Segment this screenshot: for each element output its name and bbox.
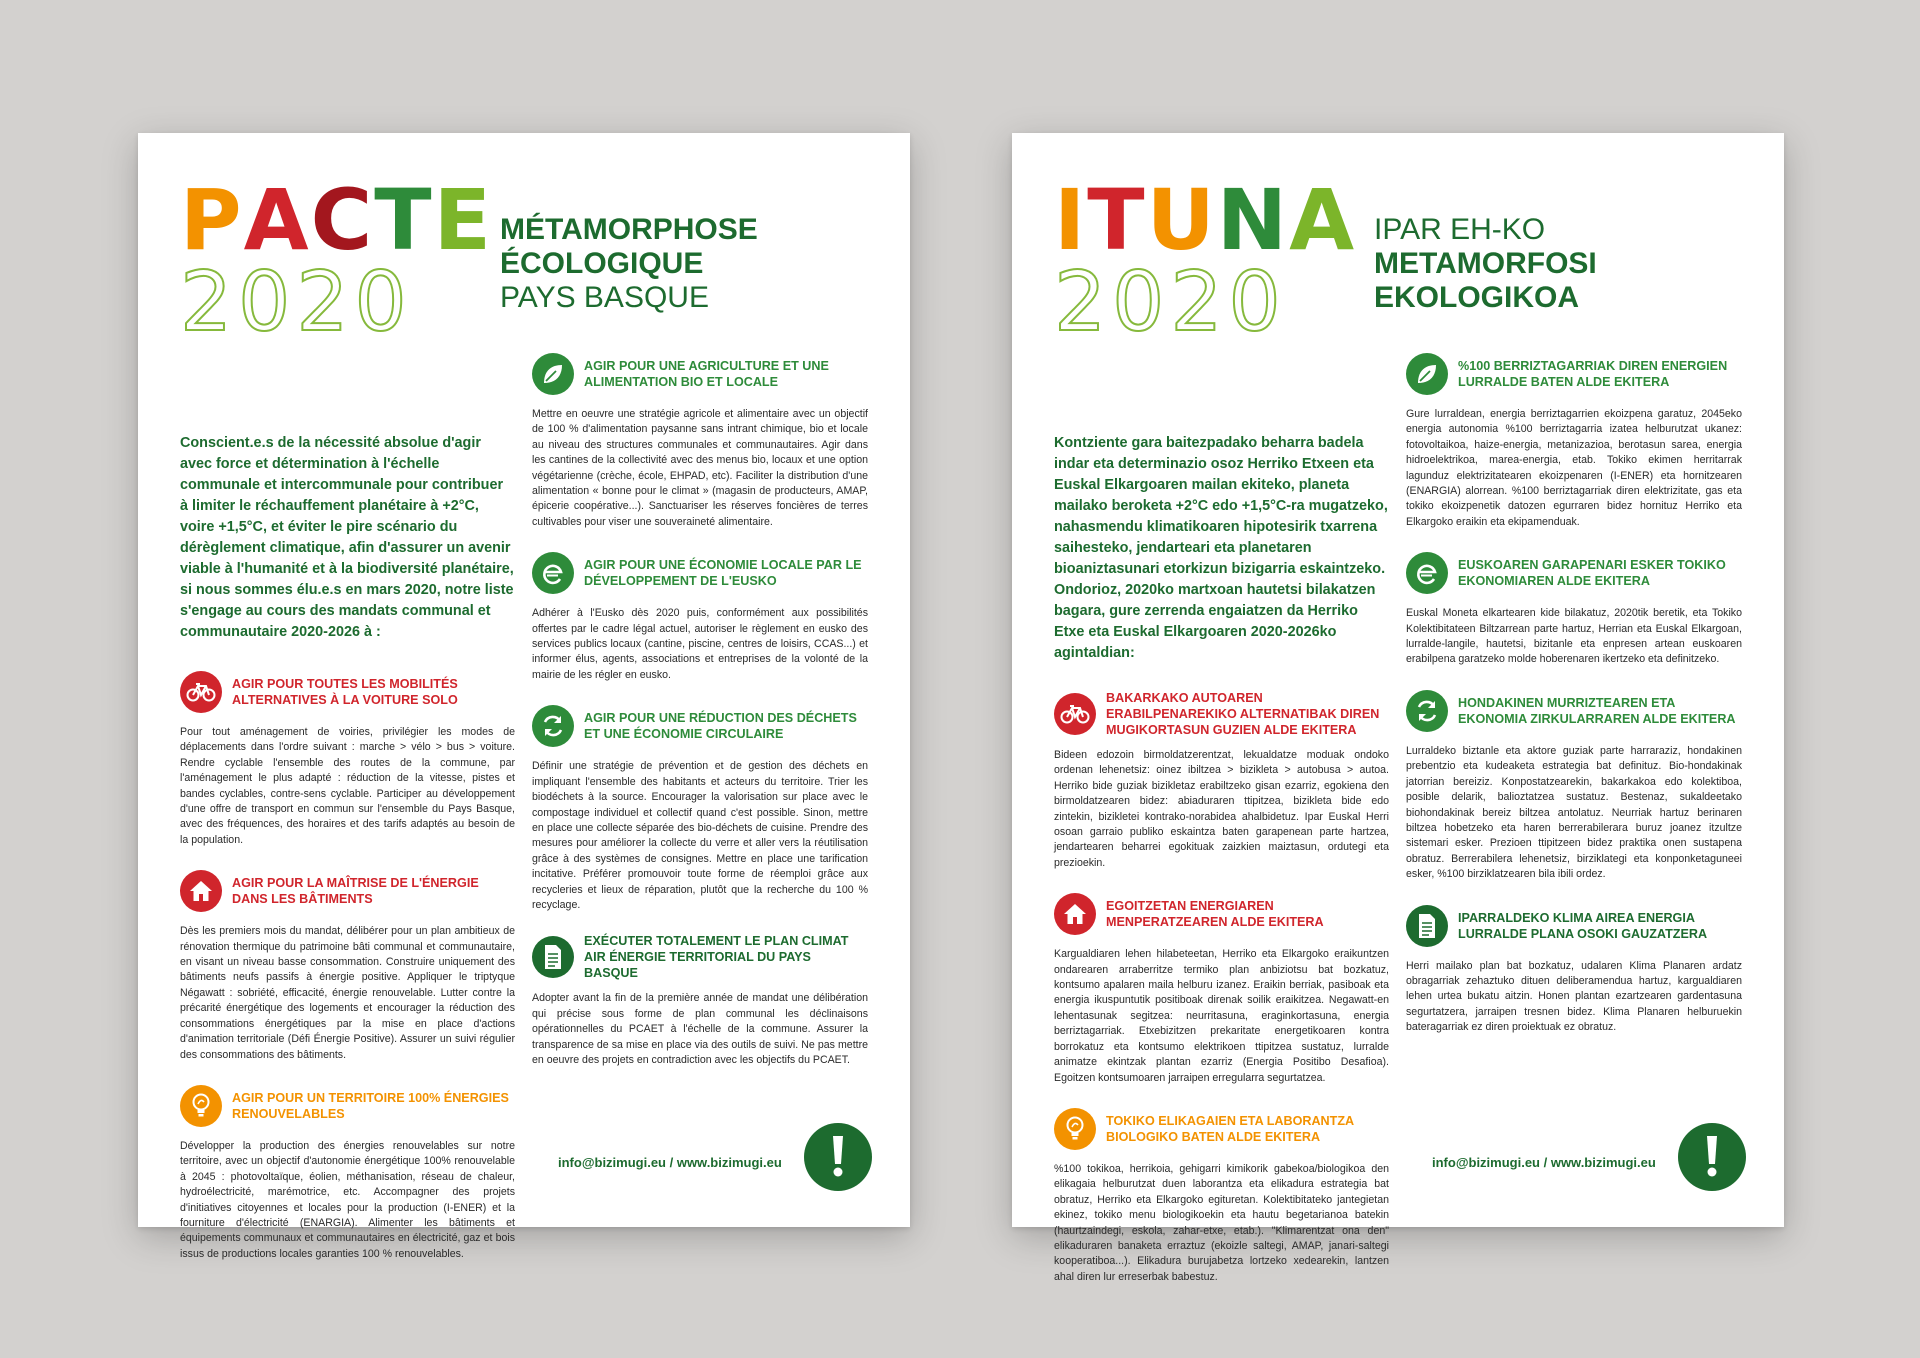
ituna-logo: [1054, 171, 1357, 350]
section-eusko: [1406, 550, 1742, 668]
bicycle-icon: [180, 671, 222, 713]
logo-letter: T: [1087, 171, 1147, 269]
section-title: EXÉCUTER TOTALEMENT LE PLAN CLIMAT AIR ÉNERGIE TERRITORIAL DU PAYS BASQUE: [584, 934, 849, 981]
section-pcaet: [532, 933, 868, 1068]
section-body: Herri mailako plan bat bozkatuz, udalaren Klima Planaren ardatz obragarriak zehaztuko dituen deliberamendua hartuz, kargualdiaren lehen urtea bukatu aitzin. Honen plantan ezartzearen gardentasuna segurtatzera, jarraipen tresnen bidez. Klima Planaren helburuekin bateragarriak ez diren proiektuak ez obratuz.: [1406, 959, 1742, 1034]
section-title: IPARRALDEKO KLIMA AIREA ENERGIA LURRALDE PLANA OSOKI GAUZATZERA: [1458, 910, 1708, 941]
logo-letter: A: [243, 171, 311, 269]
logo-year: 2020: [180, 255, 413, 350]
section-title: AGIR POUR TOUTES LES MOBILITÉS ALTERNATIVES À LA VOITURE SOLO: [232, 677, 458, 707]
section-renewables: [1406, 351, 1742, 530]
leaf-icon: [532, 353, 574, 395]
eusko-icon: [532, 552, 574, 594]
tagline-line: ÉCOLOGIQUE: [500, 247, 704, 280]
tagline-line: EKOLOGIKOA: [1374, 281, 1580, 314]
left-column: [180, 433, 515, 1282]
section-body: Mettre en oeuvre une stratégie agricole et alimentaire avec un objectif de 100 % d'alimentation paysanne sans intrant chimique, bio et locale au niveau des structures communales et communautaires. Agir dans les cantines de la collectivité avec des menus bio, locaux et une option végétarienne (crèche, école, EHPAD, etc). Faciliter la distribution d'une alimentation « bonne pour le climat » (magasin de producteurs, AMAP, épicerie coopérative...). Sanctuariser les réserves foncières de terres cultivables pour viser une souveraineté alimentaire.: [532, 408, 868, 528]
section-body: Gure lurraldean, energia berriztagarrien ekoizpena garatuz, 2045eko energia autonomia %100 berriztagarria izatea helburutzat ukanez: fotovoltaikoa, haize-energia, metanizazioa, berotasun sarea, energia hidroelektrikoa, marea-energia, etab. Tokiko ekimen herritarrak lagunduz elektrizitatearen ekoizpenaren (I-ENER) eta hornitzearen (ENARGIA) alorrean. %100 berriztagarriak diren elektrizitate, gas eta tokiko ekoizpenetik datozen egurraren bidez hornituz Herriko eta Elkargoko eraikin eta ekipamenduak.: [1406, 408, 1742, 528]
document-icon: [1406, 905, 1448, 947]
intro-paragraph: [180, 433, 515, 643]
logo-letter: N: [1216, 171, 1290, 269]
tagline: [1374, 213, 1597, 315]
logo-letter: E: [433, 171, 493, 269]
exclamation-icon: [1678, 1123, 1746, 1191]
section-body: %100 tokikoa, herrikoia, gehigarri kimikorik gabekoa/biologikoa den elikagaia helburutzat duen laborantza eta elikadura estrategia bat obratuz, Herriko eta Elkargoko egituretan. Kolektibitateko jantegietan ekinez, tokiko menu biologikoekin eta hautu begetarianoa batekin (haurtzaindegi, eskola, zahar-etxe, etab.). "Klimarentzat ona den" elikaduraren banaketa erraztuz (ekoizle saltegi, AMAP, janari-saltegi kooperatiboa...). Elikadura burujabetza lortzeko xedearekin, lantzen ahal diren lur erreserbak babestuz.: [1054, 1162, 1389, 1283]
section-title: AGIR POUR UNE AGRICULTURE ET UNE ALIMENTATION BIO ET LOCALE: [584, 359, 829, 389]
right-column: [1406, 351, 1742, 1056]
section-waste: [1406, 688, 1742, 883]
section-body: Bideen edozoin birmoldatzerentzat, lekualdatze moduak ondoko ordenan lehenetsiz: oinez ibiltzea > bizikleta > autobusa > autoa. Herriko bide guziak bizikletaz erabiltzeko gisan ezarriz, egokiena den birmoldatzearen bidez: abiaduraren ttipitzea, bizikleta bide edo zintekin, bizikletei kontrako-norabidea ahalbidetuz. Ipar Euskal Herri osoan garraio publiko eskaintza baten garapenean parte hartzea, jendartearen beharrei egokituak zaizkien maiztasun, ordutegi eta prezioekin.: [1054, 749, 1389, 869]
contact-footer: info@bizimugi.eu / www.bizimugi.eu: [558, 1155, 782, 1170]
flyer-page-french: [138, 133, 910, 1260]
intro-paragraph: Kontziente gara baitezpadako beharra badela indar eta determinazio osoz Herriko Etxeen eta Euskal Elkargoaren mailan ekiteko, planeta mailako beroketa +2°C edo +1,5°C-ra mugatzeko, nahasmendu klimatikoaren hipotesirik txarrena saihesteko, jendarteari eta planetaren bioaniztasunari etorkizun bizigarria eskaintzeko. Ondorioz, 2020ko martxoan hautetsi bilakatzen bagara, gure zerrenda engaiatzen da Herriko Etxe eta Euskal Elkargoaren 2020-2026ko agintaldian:: [1054, 435, 1388, 661]
logo-letter: I: [1054, 171, 1088, 269]
section-body: Adhérer à l'Eusko dès 2020 puis, conformément aux possibilités offertes par le cadre légal actuel, autoriser le règlement en eusko des services publics locaux (cantine, piscine, centres de loisirs, CCAS...) et informer élus, agents, associations et entreprises de la volonté de la mairie de les régler en eusko.: [532, 607, 868, 681]
section-body: Pour tout aménagement de voiries, privilégier les modes de déplacements dans l'ordre suivant : marche > vélo > bus > voiture. Rendre cyclable l'ensemble des routes de la commune, par l'aménagement le plus adapté : réduction de la vitesse, pistes et bandes cyclables, contre-sens cyclable. Participer au développement d'une offre de transport en commun sur l'ensemble du Pays Basque, avec des fréquences, des horaires et des tarifs adaptés au besoin de la population.: [180, 726, 515, 846]
right-column: [532, 351, 868, 1088]
section-body: Définir une stratégie de prévention et de gestion des déchets en impliquant l'ensemble des habitants et acteurs du territoire. Trier les biodéchets à la source. Encourager la valorisation sur place avec le compostage individuel et collectif quand c'est possible. Sinon, mettre en place une collecte séparée des bio-déchets de cuisine. Prendre des mesures pour améliorer la collecte du verre et aller vers la réutilisation grâce à des systèmes de consignes. Mettre en place une tarification incitative. Préférer promouvoir toute forme de réemploi grâce aux recycleries et lieux de réparation, plutôt que la recherche du 100 % recyclage.: [532, 760, 868, 911]
section-mobility: [1054, 690, 1389, 871]
pacte-logo: [180, 171, 493, 350]
logo-letter: P: [180, 171, 244, 269]
lightbulb-icon: [180, 1085, 222, 1127]
lightbulb-icon: [1054, 1108, 1096, 1150]
section-body: Euskal Moneta elkartearen kide bilakatuz, 2020tik beretik, eta Tokiko Kolektibitateen Biltzarrean parte hartuz, Herrian eta Euskal Elkargoan, lurralde-langile, hautetsi, bizitanle eta enpresen artean euskoaren erabilpena garatzeko molde hoberenaren ikertzeko eta definitzeko.: [1406, 607, 1742, 666]
section-climate-plan: [1406, 903, 1742, 1036]
logo-letter: A: [1289, 171, 1357, 269]
exclamation-icon: [804, 1123, 872, 1191]
recycle-icon: [532, 705, 574, 747]
section-body: Lurraldeko biztanle eta aktore guziak parte harraraziz, hondakinen prebentzio eta kudeaketa estrategia bat definituz. Bio-hondakinak jatorrian bereiziz. Konpostatzearekin, bakarkakoa edo kolektiboa, posible delarik, balioztatzea sustatuz. Bestenaz, sukaldeetako biohondakinak bereiz biltzea antolatuz. Neurriak hartuz berinaren biltzea hobetzeko eta haren berrerabilerara buruz joanez itzultze sistemari esker. Prezioen ttipitzeen bidez praktika onen sustapena obratuz. Berrerabilera lehenetsiz, birziklategi eta konponketaguneei esker, %100 birziklatzearen bila ibili ordez.: [1406, 744, 1742, 881]
section-agriculture: [532, 351, 868, 530]
tagline-line: METAMORFOSI: [1374, 247, 1597, 280]
section-title: BAKARKAKO AUTOAREN ERABILPENAREKIKO ALTERNATIBAK DIREN MUGIKORTASUN GUZIEN ALDE EKITERA: [1106, 691, 1380, 737]
section-title: HONDAKINEN MURRIZTEAREN ETA EKONOMIA ZIRKULARRAREN ALDE EKITERA: [1458, 695, 1736, 726]
tagline-line: PAYS BASQUE: [500, 281, 709, 314]
section-energy-buildings: [1054, 891, 1389, 1086]
section-energy-buildings: [180, 868, 515, 1063]
section-renewables: [180, 1083, 515, 1262]
section-title: TOKIKO ELIKAGAIEN ETA LABORANTZA BIOLOGIKO BATEN ALDE EKITERA: [1106, 1113, 1354, 1144]
house-icon: [180, 870, 222, 912]
intro-commitment: notre liste s'engage au cours des mandats communal et communautaire 2020-2026 à :: [180, 582, 514, 640]
logo-letter: T: [374, 171, 434, 269]
section-eusko: [532, 550, 868, 683]
tagline: [500, 213, 758, 315]
left-column: [1054, 433, 1389, 1305]
section-body: Développer la production des énergies renouvelables sur notre territoire, avec un objectif d'autonomie énergétique 100% renouvelable à 2045 : photovoltaïque, éolien, méthanisation, réseau de chaleur, hydroélectricité, marémotrice, etc. Accompagner des projets d'initiatives citoyennes et locales pour la production (I-ENER) et la fourniture d'électricité (ENARGIA). Alimenter les bâtiments et équipements communaux et communautaires en électricité, gaz et bois issus de productions locales garanties 100 % renouvelables.: [180, 1139, 515, 1260]
section-local-food: [1054, 1106, 1389, 1285]
flyer-page-basque: [1012, 133, 1784, 1283]
bicycle-icon: [1054, 693, 1096, 735]
section-title: AGIR POUR UNE RÉDUCTION DES DÉCHETS ET UNE ÉCONOMIE CIRCULAIRE: [584, 711, 857, 742]
logo-year: 2020: [1054, 255, 1287, 350]
tagline-line: IPAR EH-KO: [1374, 213, 1546, 246]
contact-footer: info@bizimugi.eu / www.bizimugi.eu: [1432, 1155, 1656, 1170]
section-body: Dès les premiers mois du mandat, délibérer pour un plan ambitieux de rénovation thermique du patrimoine bâti communal et communautaire, en visant un niveau basse consommation. Construire uniquement des bâtiments neufs passifs à énergie positive. Appliquer le triptyque Négawatt : sobriété, efficacité, énergie renouvelable. Lutter contre la précarité énergétique des logements et encourager la réduction des consommations énergétiques par la mise en place d'actions d'animation territoriale (Défi Énergie Positive). Assurer un suivi régulier des consommations des bâtiments.: [180, 925, 515, 1061]
section-title: AGIR POUR UNE ÉCONOMIE LOCALE PAR LE DÉVELOPPEMENT DE L'EUSKO: [584, 558, 862, 589]
section-title: EUSKOAREN GARAPENARI ESKER TOKIKO EKONOMIAREN ALDE EKITERA: [1458, 558, 1726, 589]
logo-letter: C: [310, 171, 375, 269]
house-icon: [1054, 893, 1096, 935]
tagline-line: MÉTAMORPHOSE: [500, 213, 758, 246]
section-title: AGIR POUR UN TERRITOIRE 100% ÉNERGIES RENOUVELABLES: [232, 1090, 509, 1121]
recycle-icon: [1406, 690, 1448, 732]
section-waste: [532, 703, 868, 913]
leaf-icon: [1406, 353, 1448, 395]
document-icon: [532, 936, 574, 978]
section-mobility: [180, 669, 515, 848]
section-title: EGOITZETAN ENERGIAREN MENPERATZEAREN ALDE EKITERA: [1106, 899, 1324, 930]
section-body: Adopter avant la fin de la première année de mandat une délibération qui précise sous forme de plan communal les déclinaisons opérationnelles du PCAET à l'échelle de la commune. Assurer la transparence de sa mise en place via des outils de suivi. Ne pas mettre en oeuvre des projets en contradiction avec les objectifs du PCAET.: [532, 992, 868, 1066]
eusko-icon: [1406, 552, 1448, 594]
intro-lead: Conscient.e.s de la nécessité absolue d'agir avec force et détermination à l'échelle communale et intercommunale pour contribuer à limiter le réchauffement planétaire à +2°C, voire +1,5°C, et éviter le pire scénario du dérèglement climatique, afin d'assurer un avenir viable à l'humanité et à la biodiversité planétaire, si nous sommes élu.e.s en mars 2020,: [180, 435, 514, 598]
section-body: Kargualdiaren lehen hilabeteetan, Herriko eta Elkargoko eraikuntzen ondarearen arraberritze termiko plan anbiziotsu bat bozkatuz, kontsumo apalaren maila helburu izanez. Eraikin berriak, pasiboak eta energia ikuspuntutik positiboak direnak soilik eraikitzea. Negawatt-en lehentasunak segitzea: neurritasuna, eraginkortasuna, energia berriztagarriak. Etxebizitzen prekaritate energetikoaren kontra borrokatuz eta kontsumo elektrikoen ttipitzea sustatuz, lurralde animatze ekintzak plantan ezarriz (Energia Positibo Desafioa). Egoitzen kontsumoaren jarraipen erregularra segurtatzea.: [1054, 948, 1389, 1084]
logo-letter: U: [1146, 171, 1217, 269]
section-title: %100 BERRIZTAGARRIAK DIREN ENERGIEN LURRALDE BATEN ALDE EKITERA: [1458, 359, 1728, 389]
section-title: AGIR POUR LA MAÎTRISE DE L'ÉNERGIE DANS LES BÂTIMENTS: [232, 876, 479, 907]
